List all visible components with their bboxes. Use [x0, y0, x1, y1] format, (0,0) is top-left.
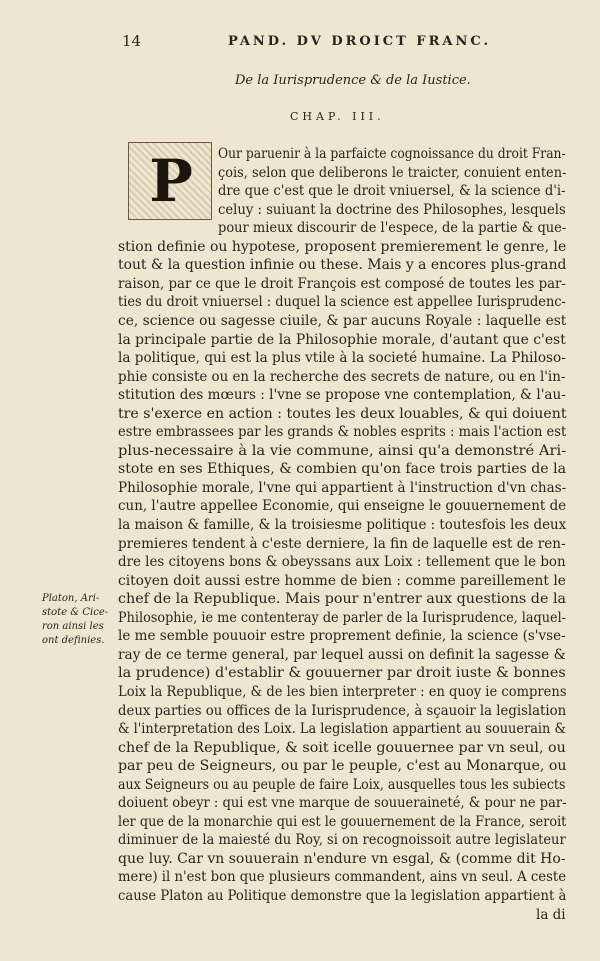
text-line: la politique, qui est la plus vtile à la societé humaine. La Philoso- — [118, 350, 566, 367]
text-line: la principale partie de la Philosophie morale, d'autant que c'est — [118, 331, 566, 348]
text-line: stote en ses Ethiques, & combien qu'on face trois parties de la — [118, 461, 567, 478]
text-line: le me semble pouuoir estre proprement definie, la science (s'vse- — [118, 628, 566, 645]
section-title: De la Iurisprudence & de la Iustice. — [235, 73, 471, 88]
chapter-heading: CHAP. III. — [290, 110, 385, 123]
text-line: premieres tendent à c'este derniere, la fin de laquelle est de ren- — [118, 535, 566, 552]
text-line: Philosophie morale, l'vne qui appartient à l'instruction d'vn chas- — [118, 479, 567, 496]
margin-note-line: ont definies. — [42, 635, 105, 646]
text-line: ray de ce terme general, par lequel aussi on definit la sagesse & — [118, 646, 566, 663]
margin-note-line: stote & Cice- — [42, 607, 109, 618]
text-line: ler que de la monarchie qui est le gouuernement de la France, seroit — [118, 813, 567, 830]
text-line: dre les citoyens bons & obeyssans aux Loix : tellement que le bon — [118, 554, 566, 571]
text-line: ce, science ou sagesse ciuile, & par aucuns Royale : laquelle est — [118, 312, 567, 329]
text-line: chef de la Republique. Mais pour n'entrer aux questions de la — [118, 591, 567, 608]
text-line: stion definie ou hypotese, proposent premierement le genre, le — [118, 238, 567, 255]
text-line: la maison & famille, & la troisiesme politique : toutesfois les deux — [118, 517, 567, 533]
text-line: tout & la question infinie ou these. Mais y a encores plus-grand — [118, 257, 567, 274]
text-line: Loix la Republique, & de les bien interpreter : en quoy ie comprens — [118, 683, 567, 700]
text-line: mere) il n'est bon que plusieurs commandent, ains vn seul. A ceste — [118, 869, 567, 886]
text-line: çois, selon que deliberons le traicter, conuient enten- — [218, 164, 567, 181]
text-line: diminuer de la maiesté du Roy, si on recognoissoit autre legislateur — [118, 832, 566, 849]
text-line: doiuent obeyr : qui est vne marque de souueraineté, & pour ne par- — [118, 795, 567, 812]
text-line: dre que c'est que le droit vniuersel, & la science d'i- — [218, 183, 566, 200]
text-line: & l'interpretation des Loix. La legislation appartient au souuerain & — [118, 721, 566, 738]
text-line: chef de la Republique, & soit icelle gouuernee par vn seul, ou — [118, 739, 566, 756]
text-line: stitution des mœurs : l'vne se propose vne contemplation, & l'au- — [118, 387, 566, 404]
text-line: Our paruenir à la parfaicte cognoissance du droit Fran- — [218, 146, 566, 162]
text-line: la prudence) d'establir & gouuerner par droit iuste & bonnes — [118, 665, 566, 682]
margin-note-line: ron ainsi les — [42, 621, 104, 632]
ornamental-dropcap — [128, 142, 212, 220]
running-head: PAND. DV DROICT FRANC. — [228, 34, 491, 49]
text-line: citoyen doit aussi estre homme de bien : comme pareillement le — [118, 572, 566, 589]
text-line: raison, par ce que le droit François est composé de toutes les par- — [118, 275, 566, 292]
text-line: celuy : suiuant la doctrine des Philosophes, lesquels — [218, 201, 566, 218]
text-line: par peu de Seigneurs, ou par le peuple, c'est au Monarque, ou — [118, 758, 567, 775]
dropcap-letter: P — [149, 147, 193, 215]
text-line: que luy. Car vn souuerain n'endure vn esgal, & (comme dit Ho- — [118, 850, 566, 867]
text-line: deux parties ou offices de la Iurisprudence, à sçauoir la legislation — [118, 702, 567, 719]
text-line: tre s'exerce en action : toutes les deux louables, & qui doiuent — [118, 405, 567, 422]
text-line: plus-necessaire à la vie commune, ainsi qu'a demonstré Ari- — [118, 442, 567, 459]
text-line: ties du droit vniuersel : duquel la science est appellee Iurisprudenc- — [118, 294, 566, 311]
text-line: cun, l'autre appellee Economie, qui enseigne le gouuernement de — [118, 498, 567, 515]
text-line: cause Platon au Politique demonstre que la legislation appartient à — [118, 888, 567, 904]
page-header — [0, 30, 600, 52]
page-number: 14 — [122, 32, 142, 50]
text-line: Philosophie, ie me contenteray de parler de la Iurisprudence, laquel- — [118, 609, 567, 626]
text-line: aux Seigneurs ou au peuple de faire Loix, ausquelles tous les subiects — [118, 776, 566, 793]
text-line: la di — [536, 906, 566, 923]
margin-note-line: Platon, Ari- — [42, 593, 100, 604]
text-line: phie consiste ou en la recherche des secrets de nature, ou en l'in- — [118, 368, 566, 385]
text-line: pour mieux discourir de l'espece, de la partie & que- — [218, 220, 567, 237]
text-line: estre embrassees par les grands & nobles esprits : mais l'action est — [118, 424, 567, 441]
